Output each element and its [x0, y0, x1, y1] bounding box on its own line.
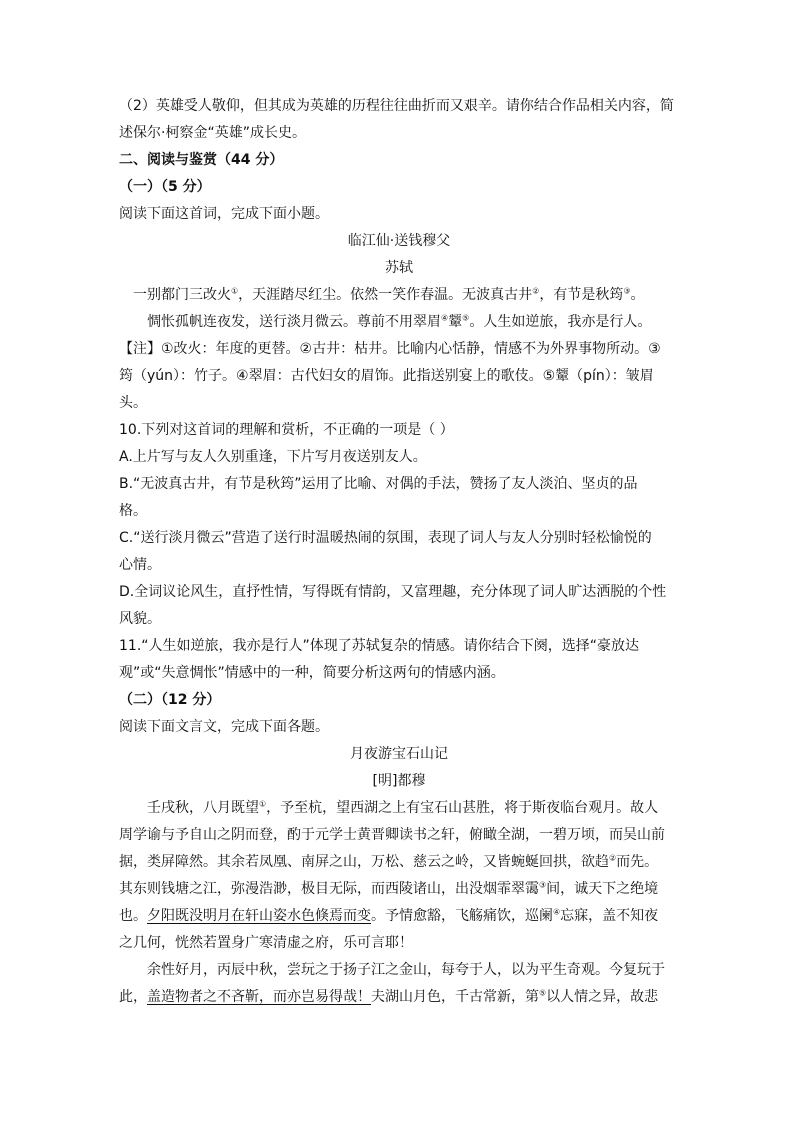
- poem-author: 苏轼: [385, 260, 413, 276]
- essay-line: [119, 988, 679, 1006]
- q10-option-d-line-2: 风貌。: [119, 611, 161, 627]
- footnote-marker: ⑤: [539, 988, 547, 998]
- footnote-marker: ⑤: [462, 313, 470, 323]
- part2-intro: 阅读下面文言文，完成下面各题。: [119, 719, 329, 735]
- notes-line-2: 筠（yún）：竹子。④翠眉：古代妇女的眉饰。此指送别宴上的歌伎。⑤颦（pín）：皱眉: [119, 368, 654, 384]
- poem-stanza-2: [147, 313, 707, 331]
- poem-text: ，天涯踏尽红尘。依然一笑作春温。无波真古井: [238, 287, 533, 303]
- essay-line: [119, 853, 679, 871]
- essay-text: ，予至杭，望西湖之上有宝石山甚胜，将于斯夜临台观月。故人: [266, 800, 659, 816]
- hero-question-line-1: （2）英雄受人敬仰，但其成为英雄的历程往往曲折而又艰辛。请你结合作品相关内容，简: [119, 98, 674, 114]
- essay-line: 周学谕与予自山之阴而登，酌于元学士黄晋卿读书之轩，俯瞰全湖，一碧万顷，而吴山前: [119, 827, 665, 843]
- poem-text: 惆怅孤帆连夜发，送行淡月微云。尊前不用翠眉: [147, 314, 441, 330]
- hero-question-line-2: 述保尔·柯察金“英雄”成长史。: [119, 125, 306, 141]
- footnote-marker: ③: [539, 880, 547, 890]
- essay-text: 忘寐，盖不知夜: [560, 908, 659, 924]
- part1-intro: 阅读下面这首词，完成下面小题。: [119, 206, 329, 222]
- q10-option-c-line-1: C.“送行淡月微云”营造了送行时温暖热闹的氛围，表现了词人与友人分别时轻松愉悦的: [119, 530, 652, 546]
- essay-text: 此，: [119, 989, 147, 1005]
- q11-line-1: 11.“人生如逆旅，我亦是行人”体现了苏轼复杂的情感。请你结合下阕，选择“豪放达: [119, 638, 640, 654]
- poem-text: 颦: [448, 314, 463, 330]
- poem-text: 。人生如逆旅，我亦是行人。: [469, 314, 652, 330]
- poem-text: ，有节是秋筠: [539, 287, 624, 303]
- essay-line: 余性好月，丙辰中秋，尝玩之于扬子江之金山，每夸于人，以为平生奇观。今复玩于: [147, 962, 665, 978]
- essay-title: 月夜游宝石山记: [350, 746, 448, 762]
- q10-option-c-line-2: 心情。: [119, 557, 161, 573]
- section-heading: 二、阅读与鉴赏（44 分）: [119, 152, 284, 168]
- q10-stem: 10.下列对这首词的理解和赏析，不正确的一项是（ ）: [119, 422, 454, 438]
- footnote-marker: ②: [532, 286, 540, 296]
- essay-text: 据，类屏障然。其余若凤凰、南屏之山，万松、慈云之岭，又皆蜿蜒回拱，欲趋: [119, 854, 609, 870]
- essay-text: 也。: [119, 908, 147, 924]
- footnote-marker: ②: [609, 853, 617, 863]
- essay-text: 壬戌秋，八月既望: [147, 800, 259, 816]
- essay-line: [147, 799, 707, 817]
- essay-text: 以人情之异，故悲: [546, 989, 659, 1005]
- essay-line: 之几何，恍然若置身广寒清虚之府，乐可言耶！: [119, 935, 413, 951]
- underlined-sentence: 夕阳既没明月在轩山姿水色倏焉而变: [147, 908, 371, 924]
- notes-line-1: 【注】①改火：年度的更替。②古井：枯井。比喻内心恬静，情感不为外界事物所动。③: [119, 341, 661, 357]
- q10-option-b-line-2: 格。: [119, 503, 147, 519]
- q10-option-b-line-1: B.“无波真古井，有节是秋筠”运用了比喻、对偶的手法，赞扬了友人淡泊、坚贞的品: [119, 476, 638, 492]
- essay-text: 。予情愈豁，飞觞痛饮，巡阑: [371, 908, 553, 924]
- essay-text: 而先。: [616, 854, 659, 870]
- essay-text: 夫湖山月色，千古常新，第: [371, 989, 539, 1005]
- notes-line-3: 头。: [119, 395, 147, 411]
- part1-heading: （一）（5 分）: [119, 179, 211, 195]
- footnote-marker: ①: [259, 799, 267, 809]
- essay-line: [119, 907, 679, 925]
- underlined-sentence: 盖造物者之不吝靳，而亦岂易得哉！: [147, 989, 371, 1005]
- poem-title: 临江仙·送钱穆父: [347, 233, 451, 249]
- poem-text: 一别都门三改火: [133, 287, 231, 303]
- footnote-marker: ④: [553, 907, 561, 917]
- footnote-marker: ④: [441, 313, 449, 323]
- footnote-marker: ③: [623, 286, 631, 296]
- q11-line-2: 观”或“失意惆怅”情感中的一种，简要分析这两句的情感内涵。: [119, 665, 505, 681]
- essay-text: 其东则钱塘之江，弥漫浩渺，极目无际，而西陵诸山，出没烟霏翠霭: [119, 881, 539, 897]
- essay-line: [119, 880, 679, 898]
- part2-heading: （二）（12 分）: [119, 692, 221, 708]
- footnote-marker: ①: [231, 286, 239, 296]
- q10-option-d-line-1: D.全词议论风生，直抒性情，写得既有情韵，又富理趣，充分体现了词人旷达洒脱的个性: [119, 584, 667, 600]
- poem-text: 。: [630, 287, 645, 303]
- essay-text: 间，诚天下之绝境: [546, 881, 659, 897]
- essay-author: [明]都穆: [372, 773, 426, 789]
- q10-option-a: A.上片写与友人久别重逢，下片写月夜送别友人。: [119, 449, 427, 465]
- poem-stanza-1: [133, 286, 693, 304]
